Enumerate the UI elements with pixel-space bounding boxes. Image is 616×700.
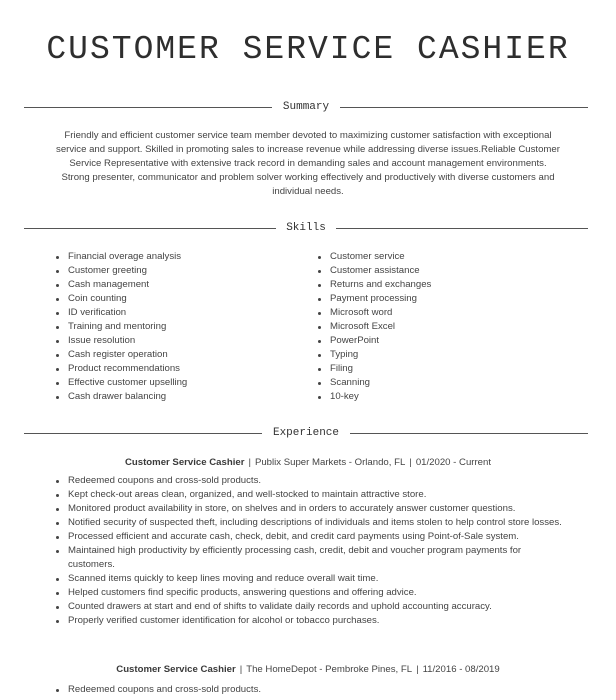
skill-item: Cash register operation [54,348,304,362]
heading-rule-right [340,107,588,108]
skill-item: PowerPoint [316,334,566,348]
skill-item: Payment processing [316,292,566,306]
job-bullet: Monitored product availability in store, on shelves and in orders to accurately answer customer questions. [54,502,564,516]
skills-list-right [316,250,566,404]
job-dates: 01/2020 - Current [415,457,492,468]
summary-text: Friendly and efficient customer service team member devoted to maximizing customer satisfaction with exceptional service and support. Skilled in promoting sales to increase revenue while addressing diverse issues.Reliable Customer Service Representative with extensive track record in demanding sales and account management environments. Strong presenter, communicator and problem solver working effectively and productively with diverse customers and individual needs. [56,130,560,197]
skill-item: Customer assistance [316,264,566,278]
job-title: Customer Service Cashier [116,664,236,675]
job-separator: | [416,664,419,675]
skill-item: Effective customer upselling [54,376,304,390]
job-company: Publix Super Markets - Orlando, FL [254,457,406,468]
skill-item: Cash management [54,278,304,292]
skill-item: Filing [316,362,566,376]
job-separator: | [409,457,412,468]
job-header [0,456,616,470]
job-bullet: Properly verified customer identification for alcohol or tobacco purchases. [54,614,564,628]
skill-item: Typing [316,348,566,362]
job-bullets [54,683,564,697]
skill-item: Training and mentoring [54,320,304,334]
skills-heading [24,221,588,235]
summary-title: Summary [282,101,330,113]
job-bullet: Scanned items quickly to keep lines moving and reduce overall wait time. [54,572,564,586]
skill-item: Microsoft Excel [316,320,566,334]
job-separator: | [239,664,243,675]
skill-item: Coin counting [54,292,304,306]
skill-item: Product recommendations [54,362,304,376]
skill-item: Financial overage analysis [54,250,304,264]
skills-title: Skills [286,222,326,234]
job-bullet: Redeemed coupons and cross-sold products. [54,683,564,697]
experience-title: Experience [272,427,339,439]
skill-item: Cash drawer balancing [54,390,304,404]
job-bullet: Maintained high productivity by efficiently processing cash, credit, debit and voucher program payments for customers. [54,544,564,572]
job-bullets [54,474,564,628]
heading-rule-right [336,228,588,229]
summary-heading [24,100,588,114]
job-bullet: Notified security of suspected theft, including descriptions of individuals and items stolen to help control store losses. [54,516,564,530]
skill-item: Returns and exchanges [316,278,566,292]
job-dates: 11/2016 - 08/2019 [422,664,500,675]
job-company: The HomeDepot - Pembroke Pines, FL [246,664,413,675]
job-header [0,663,616,677]
job-bullet: Counted drawers at start and end of shifts to validate daily records and uphold accounting accuracy. [54,600,564,614]
resume-name: CUSTOMER SERVICE CASHIER [46,31,570,68]
job-title: Customer Service Cashier [124,457,245,468]
skill-item: Customer greeting [54,264,304,278]
job-separator: | [248,457,251,468]
job-bullet: Kept check-out areas clean, organized, and well-stocked to maintain attractive store. [54,488,564,502]
skill-item: Issue resolution [54,334,304,348]
skills-list-left [54,250,304,404]
skill-item: 10-key [316,390,566,404]
heading-rule-right [350,433,588,434]
skill-item: Microsoft word [316,306,566,320]
skill-item: Scanning [316,376,566,390]
job-bullet: Processed efficient and accurate cash, check, debit, and credit card payments using Point-of-Sale system. [54,530,564,544]
job-bullet: Helped customers find specific products, answering questions and offering advice. [54,586,564,600]
experience-heading [24,426,588,440]
skill-item: Customer service [316,250,566,264]
job-bullet: Redeemed coupons and cross-sold products. [54,474,564,488]
skill-item: ID verification [54,306,304,320]
